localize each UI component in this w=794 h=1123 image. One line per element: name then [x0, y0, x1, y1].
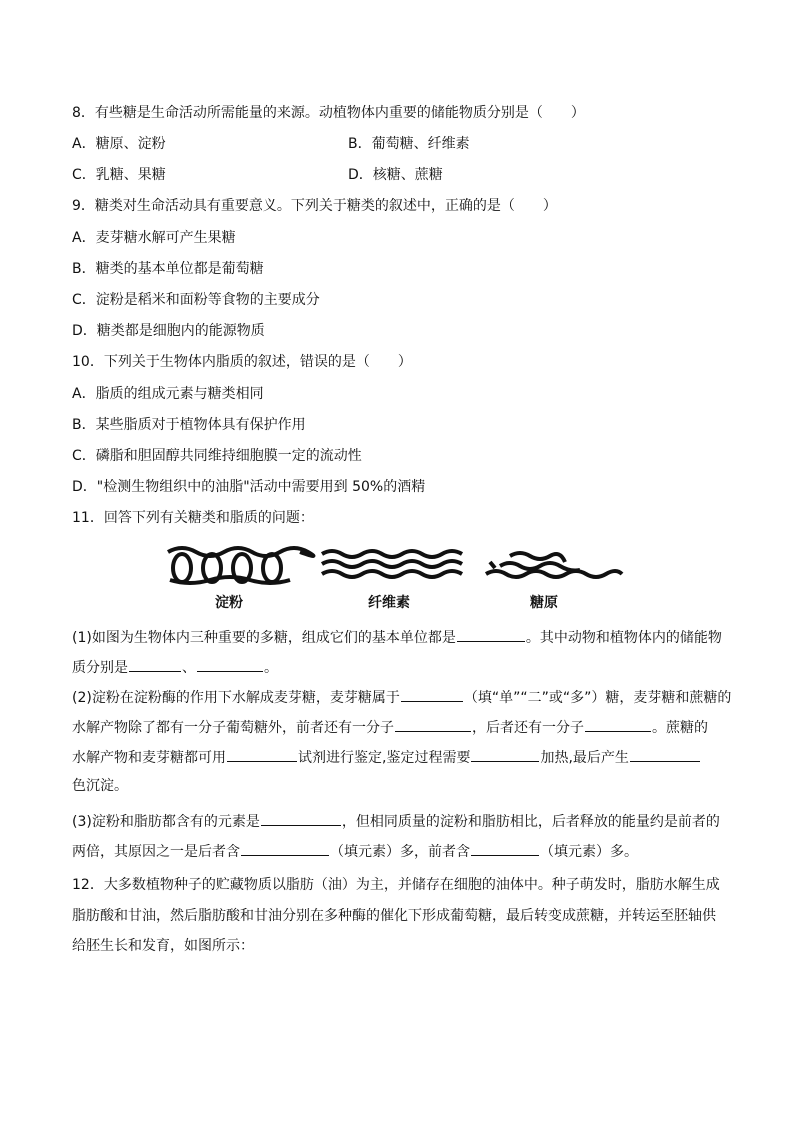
blank-fat-element[interactable] — [241, 841, 329, 856]
q11-p1-text-c: 质分别是 — [72, 660, 128, 676]
q11-p2-text-d: ，后者还有一分子 — [472, 720, 584, 736]
q11-part2-line4: 色沉淀。 — [72, 778, 128, 794]
q11-p2-text-e: 。蔗糖的 — [652, 720, 708, 736]
q11-part2-line1 — [72, 687, 731, 707]
q8-stem: 8．有些糖是生命活动所需能量的来源。动植物体内重要的储能物质分别是（ ） — [72, 105, 585, 121]
q9-stem: 9．糖类对生命活动具有重要意义。下列关于糖类的叙述中，正确的是（ ） — [72, 198, 557, 214]
q11-p3-text-d: （填元素）多，前者含 — [330, 844, 470, 860]
q11-p2-text-f: 水解产物和麦芽糖都可用 — [72, 750, 226, 766]
q11-part1-line2 — [72, 657, 278, 677]
q10-option-c: C．磷脂和胆固醇共同维持细胞膜一定的流动性 — [72, 448, 362, 464]
blank-maltose-product[interactable] — [395, 717, 471, 732]
q11-p3-text-c: 两倍，其原因之一是后者含 — [72, 844, 240, 860]
figure-label-cellulose: 纤维素 — [368, 595, 410, 611]
q10-option-b: B．某些脂质对于植物体具有保护作用 — [72, 417, 306, 433]
q8-option-b: B．葡萄糖、纤维素 — [348, 136, 470, 152]
blank-plant-storage[interactable] — [197, 657, 263, 672]
blank-reagent[interactable] — [227, 747, 297, 762]
figure-label-glycogen: 糖原 — [530, 595, 558, 611]
q12-line2: 脂肪酸和甘油，然后脂肪酸和甘油分别在多种酶的催化下形成葡萄糖，最后转变成蔗糖，并转运至胚轴供 — [72, 908, 716, 924]
polysaccharide-diagram — [160, 540, 630, 590]
q11-part3-line2 — [72, 841, 638, 861]
q8-option-a: A．糖原、淀粉 — [72, 136, 166, 152]
figure-label-starch: 淀粉 — [215, 595, 243, 611]
q9-option-c: C．淀粉是稻米和面粉等食物的主要成分 — [72, 292, 320, 308]
q10-option-a: A．脂质的组成元素与糖类相同 — [72, 386, 264, 402]
q11-p2-text-a: (2)淀粉在淀粉酶的作用下水解成麦芽糖，麦芽糖属于 — [72, 690, 400, 706]
q11-p2-text-b: （填“单”“二”或“多”）糖，麦芽糖和蔗糖的 — [463, 690, 732, 706]
q11-p3-text-a: (3)淀粉和脂肪都含有的元素是 — [72, 814, 260, 830]
blank-basic-unit[interactable] — [457, 627, 525, 642]
cellulose-structure-drawing — [322, 551, 462, 577]
blank-common-elements[interactable] — [261, 811, 341, 826]
q11-p2-text-g: 试剂进行鉴定,鉴定过程需要 — [298, 750, 471, 766]
q11-p1-text-e: 。 — [264, 660, 278, 676]
q12-line3: 给胚生长和发育，如图所示： — [72, 938, 254, 954]
polysaccharide-figure — [160, 540, 630, 615]
q11-p1-text-d: 、 — [182, 660, 196, 676]
blank-maltose-type[interactable] — [401, 687, 463, 702]
starch-structure-drawing — [168, 548, 313, 583]
glycogen-structure-drawing — [486, 553, 622, 577]
q11-part2-line2 — [72, 717, 708, 737]
q11-p3-text-b: ，但相同质量的淀粉和脂肪相比，后者释放的能量约是前者的 — [341, 814, 720, 830]
blank-precipitate-color[interactable] — [630, 747, 700, 762]
q11-part1-line1 — [72, 627, 722, 647]
q11-part3-line1 — [72, 811, 720, 831]
q8-option-d: D．核糖、蔗糖 — [348, 167, 443, 183]
q10-option-d: D．"检测生物组织中的油脂"活动中需要用到 50%的酒精 — [72, 479, 426, 495]
q9-option-a: A．麦芽糖水解可产生果糖 — [72, 230, 236, 246]
q9-option-b: B．糖类的基本单位都是葡萄糖 — [72, 261, 264, 277]
q11-stem: 11．回答下列有关糖类和脂质的问题： — [72, 510, 314, 526]
q11-p3-text-e: （填元素）多。 — [540, 844, 638, 860]
q11-part2-line3 — [72, 747, 701, 767]
q10-stem: 10．下列关于生物体内脂质的叙述，错误的是（ ） — [72, 354, 412, 370]
q11-p2-text-c: 水解产物除了都有一分子葡萄糖外，前者还有一分子 — [72, 720, 394, 736]
q11-p1-text-a: (1)如图为生物体内三种重要的多糖，组成它们的基本单位都是 — [72, 630, 456, 646]
blank-starch-element[interactable] — [471, 841, 539, 856]
q11-p1-text-b: 。其中动物和植物体内的储能物 — [525, 630, 722, 646]
q8-option-c: C．乳糖、果糖 — [72, 167, 166, 183]
blank-animal-storage[interactable] — [129, 657, 181, 672]
blank-heating[interactable] — [471, 747, 539, 762]
q12-line1: 12．大多数植物种子的贮藏物质以脂肪（油）为主，并储存在细胞的油体中。种子萌发时，脂肪水解生成 — [72, 877, 720, 893]
q11-p2-text-h: 加热,最后产生 — [540, 750, 629, 766]
q9-option-d: D．糖类都是细胞内的能源物质 — [72, 323, 265, 339]
blank-sucrose-product[interactable] — [585, 717, 651, 732]
